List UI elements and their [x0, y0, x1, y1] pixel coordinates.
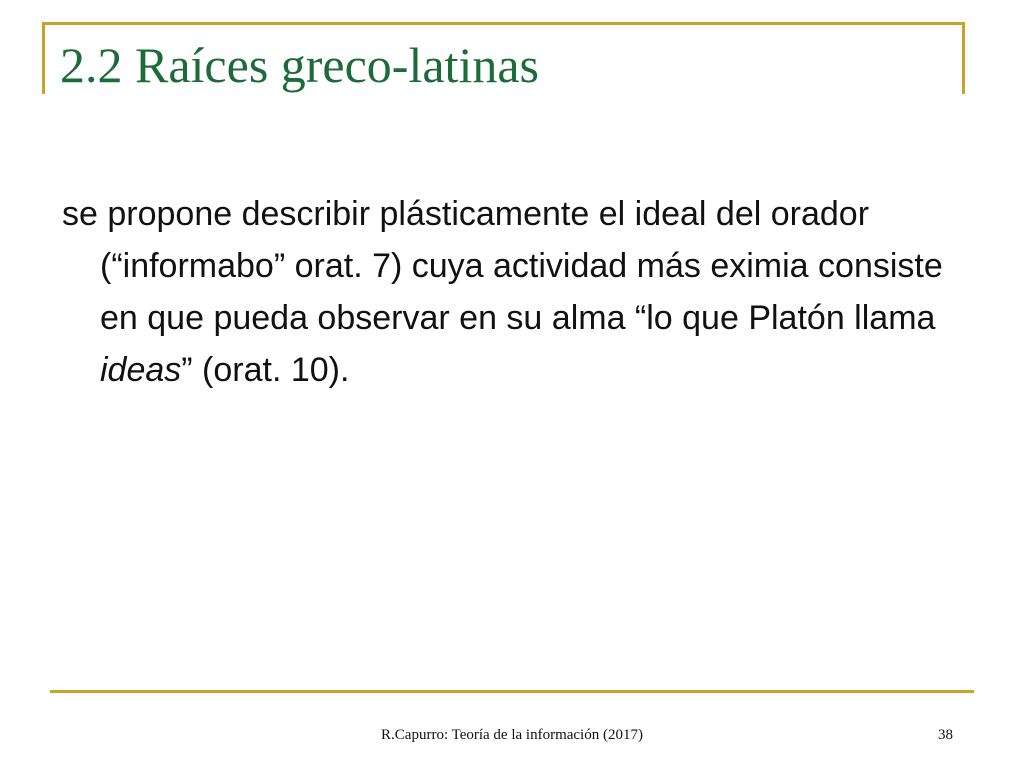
- body-text-part-1: se propone describir plásticamente el ideal del orador (“informabo” orat. 7) cuya actividad más eximia consiste en que pueda observar en su alma “lo que Platón llama: [62, 195, 943, 337]
- title-frame-left-rule: [42, 22, 45, 94]
- page-number: 38: [938, 727, 953, 743]
- slide-body-paragraph: [62, 188, 980, 396]
- slide-title: 2.2 Raíces greco-latinas: [60, 37, 539, 93]
- footer-rule: [50, 690, 974, 693]
- footer-credit: R.Capurro: Teoría de la información (2017): [381, 727, 643, 743]
- title-frame-right-rule: [962, 22, 965, 94]
- title-frame-top-rule: [42, 22, 964, 25]
- body-text-emphasis: ideas: [100, 351, 182, 389]
- body-text-part-2: ” (orat. 10).: [181, 351, 350, 389]
